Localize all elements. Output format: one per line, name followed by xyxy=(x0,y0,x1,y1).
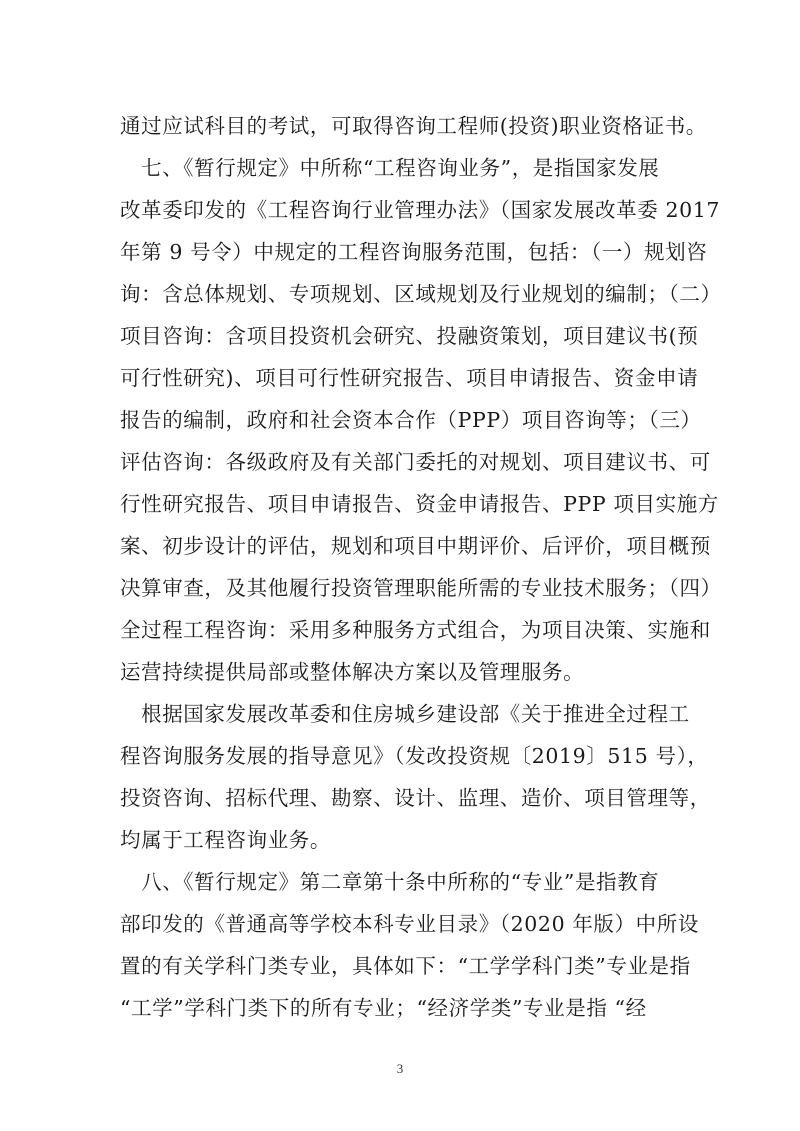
text-line: 可行性研究)、项目可行性研究报告、项目申请报告、资金申请 xyxy=(120,366,699,390)
text-line: 项目咨询：含项目投资机会研究、投融资策划，项目建议书(预 xyxy=(120,324,699,348)
text-line: 部印发的《普通高等学校本科专业目录》（2020 年版）中所设 xyxy=(120,912,699,936)
text-line: 运营持续提供局部或整体解决方案以及管理服务。 xyxy=(120,660,585,684)
text-line: 报告的编制，政府和社会资本合作（PPP）项目咨询等；（三） xyxy=(120,408,702,432)
text-line: 案、初步设计的评估，规划和项目中期评价、后评价，项目概预 xyxy=(120,534,711,558)
text-line: 八、《暂行规定》第二章第十条中所称的“专业”是指教育 xyxy=(120,870,660,894)
text-line: 均属于工程咨询业务。 xyxy=(120,828,331,852)
text-line: 决算审查，及其他履行投资管理职能所需的专业技术服务；（四） xyxy=(120,576,722,600)
text-line: 通过应试科目的考试，可取得咨询工程师(投资)职业资格证书。 xyxy=(120,114,707,138)
text-line: “工学”学科门类下的所有专业；“经济学类”专业是指 “经 xyxy=(120,996,647,1020)
text-line: 全过程工程咨询：采用多种服务方式组合，为项目决策、实施和 xyxy=(120,618,711,642)
text-line: 改革委印发的《工程咨询行业管理办法》（国家发展改革委 2017 xyxy=(120,198,721,222)
text-line: 程咨询服务发展的指导意见》（发改投资规〔2019〕515 号）， xyxy=(120,744,709,768)
text-line: 投资咨询、招标代理、勘察、设计、监理、造价、项目管理等， xyxy=(120,786,711,810)
text-line: 询：含总体规划、专项规划、区域规划及行业规划的编制；（二） xyxy=(120,282,722,306)
text-line: 评估咨询：各级政府及有关部门委托的对规划、项目建议书、可 xyxy=(120,450,711,474)
page-number: 3 xyxy=(396,1061,404,1076)
text-line: 七、《暂行规定》中所称“工程咨询业务”，是指国家发展 xyxy=(120,156,660,180)
text-line: 年第 9 号令）中规定的工程咨询服务范围，包括：（一）规划咨 xyxy=(120,240,708,264)
text-line: 行性研究报告、项目申请报告、资金申请报告、PPP 项目实施方 xyxy=(120,492,719,516)
text-line: 置的有关学科门类专业，具体如下：“工学学科门类”专业是指 xyxy=(120,954,691,978)
text-line: 根据国家发展改革委和住房城乡建设部《关于推进全过程工 xyxy=(120,702,690,726)
